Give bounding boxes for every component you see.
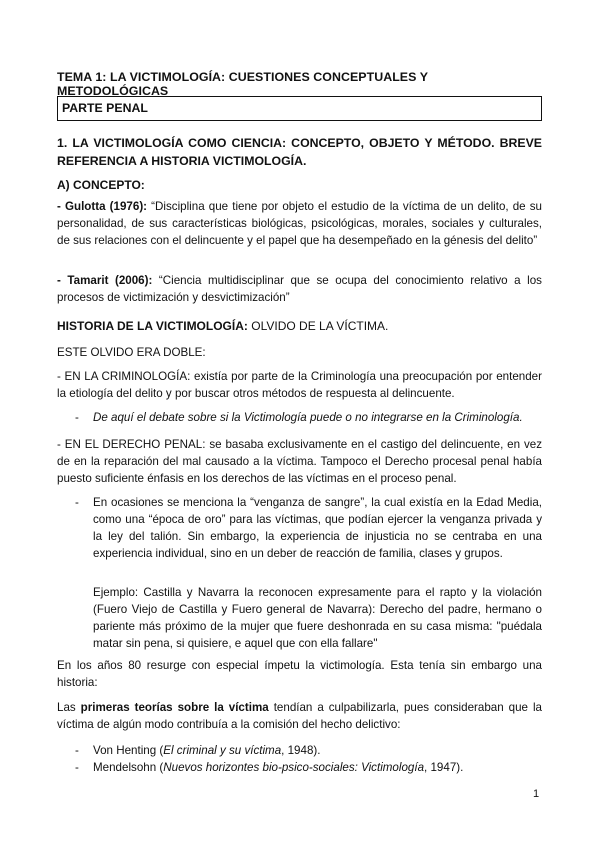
historia-text: OLVIDO DE LA VÍCTIMA.: [251, 319, 389, 333]
bullet-dash: -: [75, 744, 79, 757]
reference-title: El criminal y su víctima: [163, 744, 282, 757]
teorias-post: tendían a culpabilizarla, pues consideraban que la víctima de algún modo contribuía a la comisión del hecho delictivo:: [57, 701, 542, 731]
teorias-bold: primeras teorías sobre la víctima: [80, 701, 269, 714]
definition-author: - Gulotta (1976):: [57, 200, 148, 213]
historia-label: HISTORIA DE LA VICTIMOLOGÍA:: [57, 319, 248, 333]
definition-tamarit: [57, 272, 542, 306]
criminologia-bullet: [57, 409, 542, 426]
bullet-text: En ocasiones se menciona la “venganza de sangre”, la cual existía en la Edad Media, como una “época de oro” para las víctimas, que podían ejercer la venganza privada y la ley del talión. Sin embargo, la experiencia de injusticia no se centraba en una experiencia individual, sino en un deber de reacción de familia, clases y grupos.: [93, 496, 542, 560]
reference-text: [93, 759, 542, 776]
reference-text: [93, 742, 542, 759]
definition-text: “Disciplina que tiene por objeto el estudio de la víctima de un delito, de su personalidad, de sus características biológicas, psicológicas, morales, sociales y culturales, de sus relaciones con el delincuente y el papel que ha desempeñado en la génesis del delito”: [57, 200, 542, 247]
bullet-text: De aquí el debate sobre si la Victimología puede o no integrarse en la Criminología.: [93, 411, 523, 424]
criminologia-paragraph: - EN LA CRIMINOLOGÍA: existía por parte de la Criminología una preocupación por entender la etiología del delito y por buscar otros métodos de respuesta al delincuente.: [57, 370, 542, 400]
reference-rest: , 1948).: [281, 744, 321, 757]
section-box: [57, 96, 542, 121]
reference-item: [57, 759, 542, 776]
definition-gulotta: [57, 198, 542, 249]
document-title: TEMA 1: LA VICTIMOLOGÍA: CUESTIONES CONCEPTUALES Y METODOLÓGICAS: [57, 70, 428, 98]
reference-rest: , 1947).: [424, 761, 464, 774]
derecho-penal-paragraph: - EN EL DERECHO PENAL: se basaba exclusivamente en el castigo del delincuente, en vez de en la reparación del mal causado a la víctima. Tampoco el Derecho procesal penal había puesto suficiente énfasis en los derechos de las víctimas en el proceso penal.: [57, 438, 542, 485]
section-box-label: PARTE PENAL: [62, 101, 148, 115]
historia-heading: [57, 318, 542, 335]
reference-author: Von Henting (: [93, 744, 164, 757]
bullet-dash: -: [75, 496, 79, 509]
page-number: 1: [533, 788, 540, 800]
olvido-line: ESTE OLVIDO ERA DOBLE:: [57, 346, 206, 359]
bullet-dash: -: [75, 411, 79, 424]
bullet-dash: -: [75, 761, 79, 774]
reference-item: [57, 742, 542, 759]
reference-author: Mendelsohn (: [93, 761, 164, 774]
definition-text: “Ciencia multidisciplinar que se ocupa del conocimiento relativo a los procesos de victimización y desvictimización”: [57, 274, 542, 304]
definition-author: - Tamarit (2006):: [57, 274, 153, 287]
reference-title: Nuevos horizontes bio-psico-sociales: Victimología: [163, 761, 425, 774]
ejemplo-paragraph: Ejemplo: Castilla y Navarra la reconocen expresamente para el rapto y la violación (Fuero Viejo de Castilla y Fuero general de Navarra): Derecho del padre, hermano o pariente más próximo de la mujer que fuere deshonrada en su casa misma: "puédala matar sin pena, si quisiere, e aquel que con ella fallare": [93, 586, 542, 650]
teorias-pre: Las: [57, 701, 76, 714]
anios-80-paragraph: En los años 80 resurge con especial ímpetu la victimología. Esta tenía sin embargo una historia:: [57, 659, 542, 689]
venganza-bullet: [57, 494, 542, 564]
section-heading: 1. LA VICTIMOLOGÍA COMO CIENCIA: CONCEPTO, OBJETO Y MÉTODO. BREVE REFERENCIA A HISTORIA VICTIMOLOGÍA.: [57, 136, 542, 168]
teorias-paragraph: [57, 699, 542, 733]
subheading-concepto: A) CONCEPTO:: [57, 178, 145, 192]
